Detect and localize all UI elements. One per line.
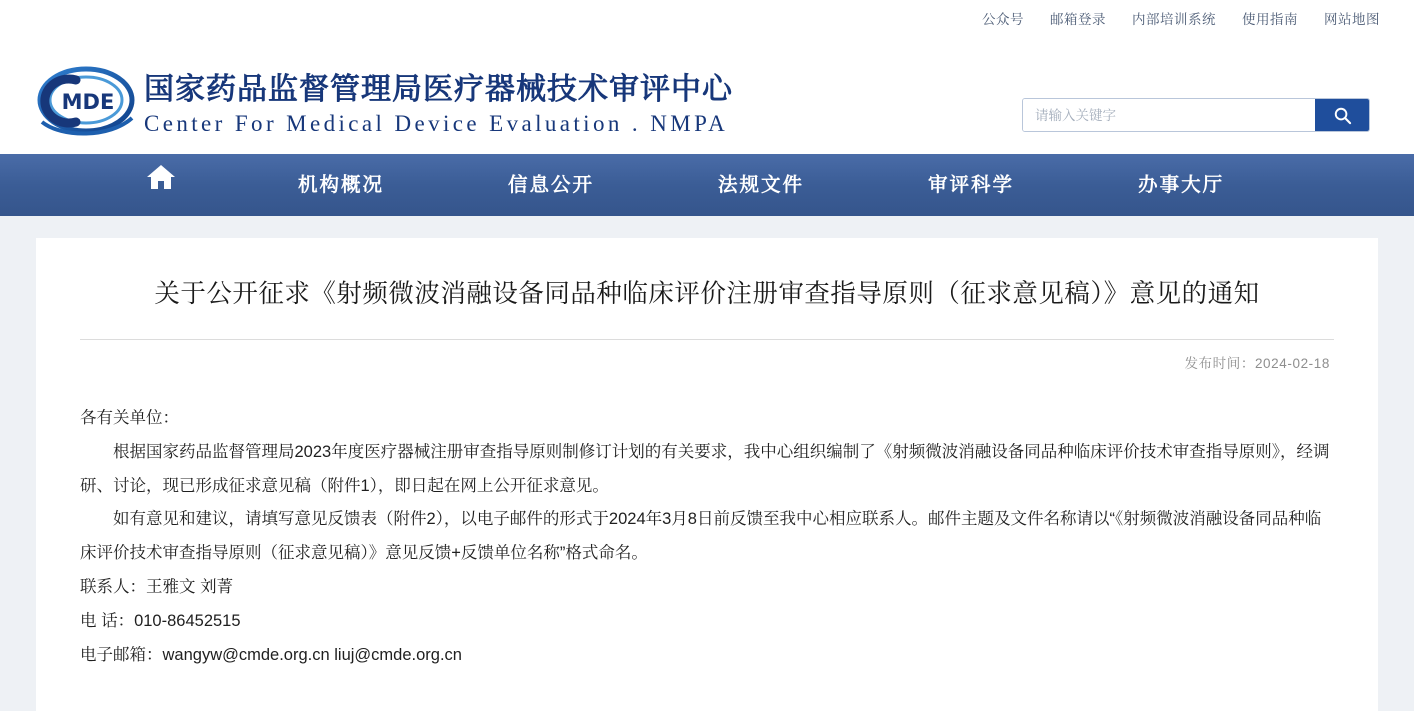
page-title: 关于公开征求《射频微波消融设备同品种临床评价注册审查指导原则（征求意见稿）》意见的通知 [154, 280, 1260, 308]
publish-meta [80, 352, 1334, 372]
topbar-link-sitemap[interactable]: 网站地图 [1324, 12, 1380, 27]
topbar-link-internal-training[interactable]: 内部培训系统 [1132, 12, 1216, 27]
site-header [0, 36, 1414, 154]
logo-text-block [144, 73, 733, 138]
search-button[interactable] [1315, 99, 1369, 131]
page-body [0, 216, 1414, 711]
paragraph-email: 电子邮箱：wangyw@cmde.org.cn liuj@cmde.org.cn [80, 645, 462, 664]
paragraph-contact-person: 联系人：王雅文 刘菁 [80, 578, 234, 597]
search-box[interactable] [1022, 98, 1370, 132]
article-card [36, 238, 1378, 711]
cmde-logo-icon [36, 66, 140, 144]
topbar-link-wechat[interactable]: 公众号 [982, 12, 1024, 27]
search-icon [1333, 106, 1352, 125]
main-navigation [0, 154, 1414, 216]
article-body [80, 402, 1334, 673]
paragraph-background: 根据国家药品监督管理局2023年度医疗器械注册审查指导原则制修订计划的有关要求，我中心组织编制了《射频微波消融设备同品种临床评价技术审查指导原则》，经调研、讨论，现已形成征求意见稿（附件1），即日起在网上公开征求意见。 [80, 442, 1330, 495]
site-logo[interactable] [36, 66, 733, 144]
site-subtitle: Center For Medical Device Evaluation . NMPA [144, 111, 729, 137]
nav-item-review-science[interactable]: 审评科学 [928, 174, 1015, 196]
svg-text:MDE: MDE [61, 90, 115, 114]
paragraph-feedback: 如有意见和建议，请填写意见反馈表（附件2），以电子邮件的形式于2024年3月8日前反馈至我中心相应联系人。邮件主题及文件名称请以“《射频微波消融设备同品种临床评价技术审查指导原则（征求意见稿）》意见反馈+反馈单位名称”格式命名。 [80, 510, 1322, 563]
paragraph-phone: 电 话：010-86452515 [80, 611, 241, 630]
nav-item-information-disclosure[interactable]: 信息公开 [508, 174, 595, 196]
paragraph-salutation: 各有关单位： [80, 408, 179, 427]
nav-item-regulatory-documents[interactable]: 法规文件 [718, 174, 805, 196]
search-input[interactable] [1023, 99, 1315, 131]
nav-item-home[interactable] [108, 154, 236, 216]
nav-item-service-hall[interactable]: 办事大厅 [1138, 174, 1225, 196]
topbar-link-user-guide[interactable]: 使用指南 [1242, 12, 1298, 27]
home-icon [146, 154, 176, 216]
topbar-link-mail-login[interactable]: 邮箱登录 [1050, 12, 1106, 27]
site-title: 国家药品监督管理局医疗器械技术审评中心 [144, 71, 733, 107]
publish-label: 发布时间： [1184, 355, 1255, 371]
top-utility-bar [0, 0, 1414, 36]
title-divider [80, 339, 1334, 340]
publish-date: 2024-02-18 [1254, 355, 1330, 371]
nav-item-organization[interactable]: 机构概况 [298, 174, 385, 196]
